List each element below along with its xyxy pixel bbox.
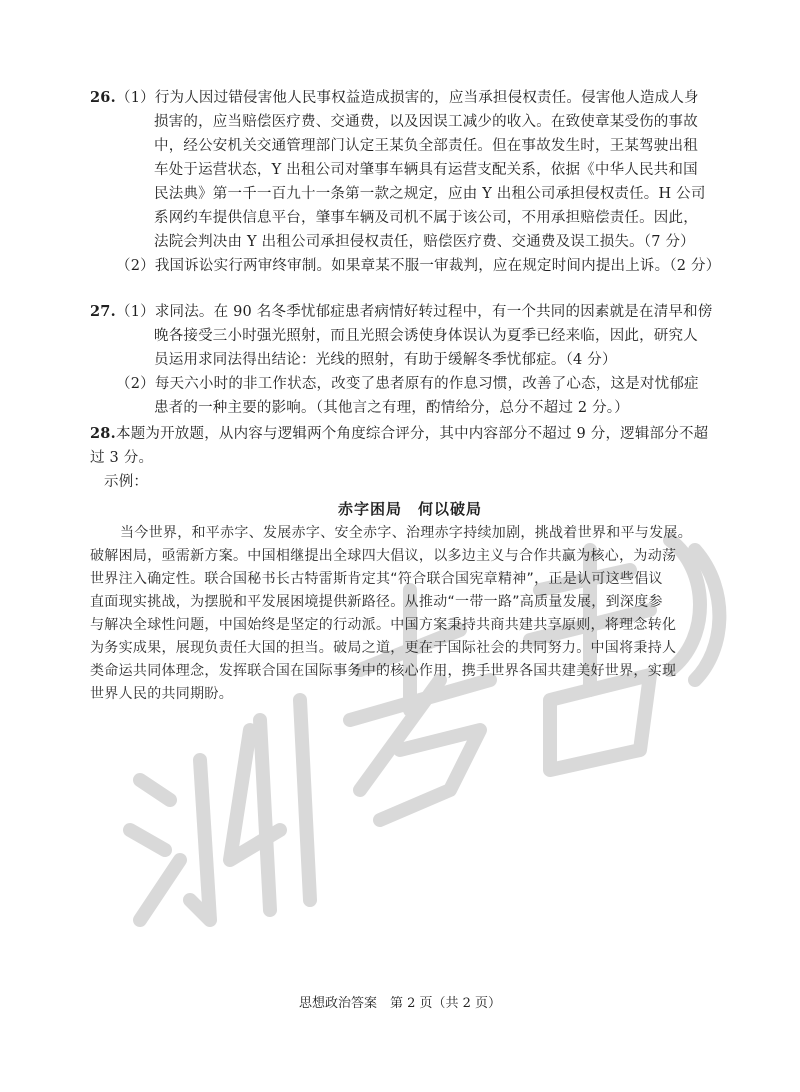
answer-line: （1）求同法。在 90 名冬季忧郁症患者病情好转过程中，有一个共同的因素就是在清早和傍 bbox=[116, 304, 713, 320]
essay-line: 世界注入确定性。联合国秘书长古特雷斯肯定其“符合联合国宪章精神”，正是认可这些倡议 bbox=[90, 571, 663, 587]
essay-title: 赤字困局 何以破局 bbox=[337, 500, 482, 518]
answer-line: 本题为开放题，从内容与逻辑两个角度综合评分，其中内容部分不超过 9 分，逻辑部分不超 bbox=[116, 426, 709, 442]
essay-line: 世界人民的共同期盼。 bbox=[90, 686, 233, 702]
essay-line: 与解决全球性问题，中国始终是坚定的行动派。中国方案秉持共商共建共享原则，将理念转化 bbox=[90, 617, 677, 633]
answer-line: （2）我国诉讼实行两审终审制。如果章某不服一审裁判，应在规定时间内提出上诉。（2 分） bbox=[116, 258, 721, 274]
essay-line: 直面现实挑战，为摆脱和平发展困境提供新路径。从推动“一带一路”高质量发展，到深度参 bbox=[90, 594, 663, 610]
example-label: 示例： bbox=[104, 474, 149, 490]
question-number: 28. bbox=[90, 425, 116, 442]
answer-line: 车处于运营状态，Y 出租公司对肇事车辆具有运营支配关系，依据《中华人民共和国 bbox=[154, 162, 698, 178]
essay-line: 为务实成果，展现负责任大国的担当。破局之道，更在于国际社会的共同努力。中国将秉持人 bbox=[90, 640, 677, 656]
answer-line: 晚各接受三小时强光照射，而且光照会诱使身体误认为夏季已经来临，因此，研究人 bbox=[154, 328, 698, 344]
answer-line: 民法典》第一千一百九十一条第一款之规定，应由 Y 出租公司承担侵权责任。H 公司 bbox=[154, 186, 706, 202]
question-number: 27. bbox=[90, 303, 116, 320]
answer-line: 员运用求同法得出结论：光线的照射，有助于缓解冬季忧郁症。（4 分） bbox=[154, 352, 617, 368]
answer-line: 过 3 分。 bbox=[90, 450, 154, 466]
question-number: 26. bbox=[90, 89, 116, 106]
essay-line: 类命运共同体理念，发挥联合国在国际事务中的核心作用，携手世界各国共建美好世界，实现 bbox=[90, 663, 677, 679]
answer-line: 中，经公安机关交通管理部门认定王某负全部责任。但在事故发生时，王某驾驶出租 bbox=[154, 138, 698, 154]
answer-line: （2）每天六小时的非工作状态，改变了患者原有的作息习惯，改善了心态，这是对忧郁症 bbox=[116, 376, 699, 392]
answer-line: 系网约车提供信息平台，肇事车辆及司机不属于该公司，不用承担赔偿责任。因此， bbox=[154, 210, 698, 226]
essay-line: 破解困局，亟需新方案。中国相继提出全球四大倡议，以多边主义与合作共赢为核心，为动荡 bbox=[90, 548, 677, 564]
page-footer: 思想政治答案 第 2 页（共 2 页） bbox=[298, 996, 502, 1011]
essay-line: 当今世界，和平赤字、发展赤字、安全赤字、治理赤字持续加剧，挑战着世界和平与发展。 bbox=[120, 525, 692, 541]
answer-line: 法院会判决由 Y 出租公司承担侵权责任，赔偿医疗费、交通费及误工损失。（7 分） bbox=[154, 234, 695, 250]
answer-line: （1）行为人因过错侵害他人民事权益造成损害的，应当承担侵权责任。侵害他人造成人身 bbox=[116, 90, 699, 106]
answer-line: 患者的一种主要的影响。（其他言之有理，酌情给分，总分不超过 2 分。） bbox=[154, 400, 629, 416]
answer-line: 损害的，应当赔偿医疗费、交通费，以及因误工减少的收入。在致使章某受伤的事故 bbox=[154, 114, 698, 130]
